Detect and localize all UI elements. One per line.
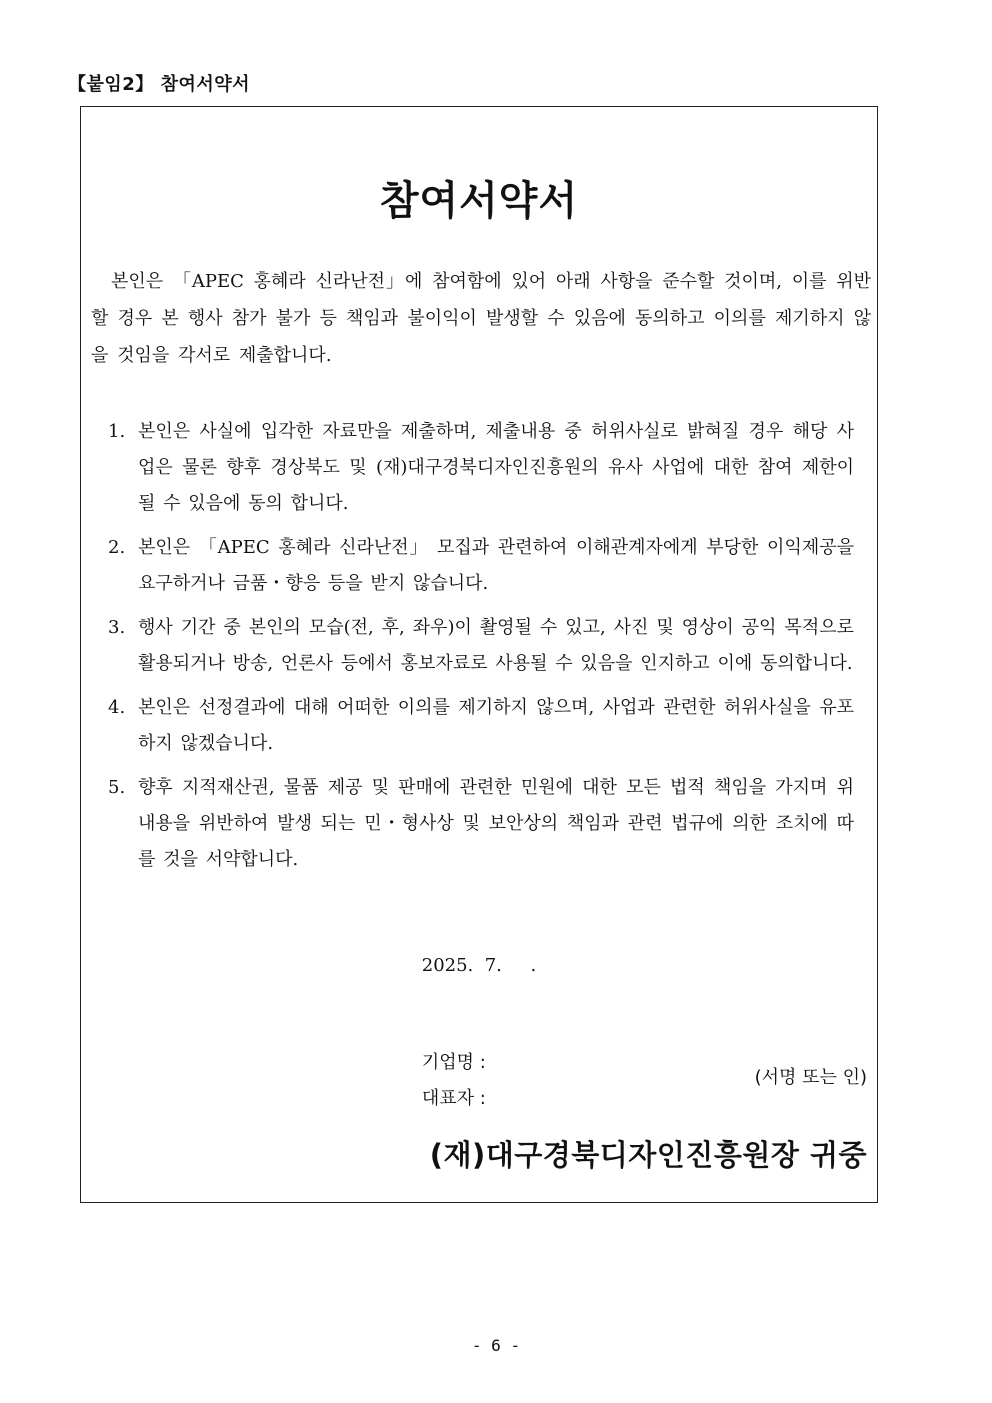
pledge-item: [108, 530, 854, 602]
pledge-item-number: 4.: [108, 697, 126, 718]
pledge-item-text: 향후 지적재산권, 물품 제공 및 판매에 관련한 민원에 대한 모든 법적 책임을 가지며 위 내용을 위반하여 발생 되는 민・형사상 및 보안상의 책임과 관련 법규에 의한 조치에 따를 것을 서약합니다.: [138, 777, 854, 870]
pledge-item-text: 본인은 선정결과에 대해 어떠한 이의를 제기하지 않으며, 사업과 관련한 허위사실을 유포하지 않겠습니다.: [138, 697, 854, 754]
page-number: - 6 -: [471, 1336, 521, 1355]
pledge-item-number: 5.: [108, 777, 126, 798]
pledge-item-text: 행사 기간 중 본인의 모습(전, 후, 좌우)이 촬영될 수 있고, 사진 및 영상이 공익 목적으로 활용되거나 방송, 언론사 등에서 홍보자료로 사용될 수 있음을 인지하고 이에 동의합니다.: [138, 617, 854, 674]
pledge-document-frame: [80, 106, 878, 1203]
pledge-date: 2025. 7. .: [421, 955, 537, 976]
pledge-item-number: 1.: [108, 421, 126, 442]
representative-label: 대표자 :: [421, 1088, 486, 1109]
document-title: 참여서약서: [379, 178, 579, 224]
pledge-item-number: 3.: [108, 617, 126, 638]
pledge-item: [108, 414, 854, 522]
company-name-label: 기업명 :: [421, 1052, 486, 1073]
signature-note: (서명 또는 인): [754, 1067, 867, 1088]
pledge-item: [108, 770, 854, 878]
pledge-item-text: 본인은 사실에 입각한 자료만을 제출하며, 제출내용 중 허위사실로 밝혀질 경우 해당 사업은 물론 향후 경상북도 및 (재)대구경북디자인진흥원의 유사 사업에 대한 참여 제한이 될 수 있음에 동의 합니다.: [138, 421, 854, 514]
pledge-items-list: [108, 414, 854, 886]
pledge-item-number: 2.: [108, 537, 126, 558]
attachment-title: 【붙임2】 참여서약서: [68, 74, 251, 95]
pledge-item-text: 본인은 「APEC 홍혜라 신라난전」 모집과 관련하여 이해관계자에게 부당한 이익제공을 요구하거나 금품・향응 등을 받지 않습니다.: [138, 537, 854, 594]
recipient-line: (재)대구경북디자인진흥원장 귀중: [429, 1138, 867, 1172]
intro-paragraph: 본인은 「APEC 홍혜라 신라난전」에 참여함에 있어 아래 사항을 준수할 것이며, 이를 위반할 경우 본 행사 참가 불가 등 책임과 불이익이 발생할 수 있음에 동의하고 이의를 제기하지 않을 것임을 각서로 제출합니다.: [91, 271, 871, 366]
pledge-item: [108, 690, 854, 762]
pledge-item: [108, 610, 854, 682]
